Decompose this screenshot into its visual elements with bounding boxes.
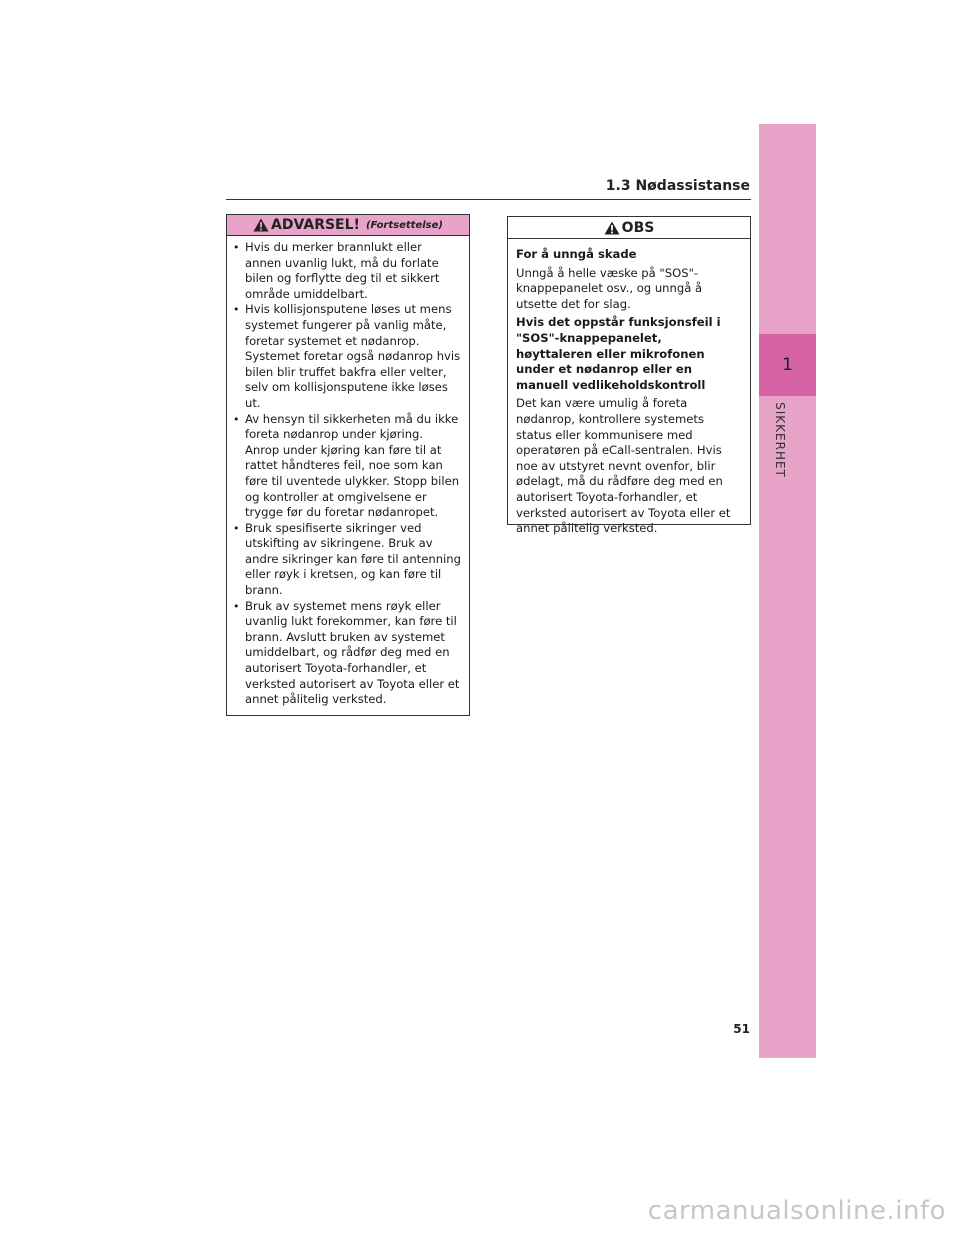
warning-item: • Bruk spesifiserte sikringer ved utskifting av sikringene. Bruk av andre sikringer kan føre til antenning eller røyk i kretsen, og kan føre til brann. (231, 521, 461, 599)
warning-item: • Hvis du merker brannlukt eller annen uvanlig lukt, må du forlate bilen og forflytte deg til et sikkert område umiddelbart. (231, 240, 461, 302)
warning-subtitle: (Fortsettelse) (365, 219, 443, 231)
notice-paragraph: Det kan være umulig å foreta nødanrop, kontrollere systemets status eller kommunisere med operatøren på eCall-sentralen. Hvis noe av utstyret nevnt ovenfor, blir ødelagt, må du rådføre deg med en autorisert Toyota-forhandler, et verksted autorisert av Toyota eller et annet pålitelig verksted. (516, 396, 731, 536)
chapter-number-box (759, 334, 816, 396)
warning-box (226, 214, 470, 716)
warning-triangle-icon (253, 218, 269, 232)
warning-list (231, 240, 461, 708)
warning-body (227, 236, 469, 708)
warning-item: • Hvis kollisjonsputene løses ut mens systemet fungerer på vanlig måte, foretar systemet et nødanrop. Systemet foretar også nødanrop hvis bilen blir truffet bakfra eller velter, selv om kollisjonsputene ikke løses ut. (231, 302, 461, 411)
chapter-number: 1 (782, 355, 793, 375)
notice-title: OBS (621, 219, 655, 236)
notice-heading: Hvis det oppstår funksjonsfeil i "SOS"-knappepanelet, høyttaleren eller mikrofonen under et nødanrop eller en manuell vedlikeholdskontroll (516, 315, 721, 392)
chapter-label: SIKKERHET (773, 402, 787, 478)
watermark: carmanualsonline.info (647, 1196, 946, 1226)
warning-item: • Bruk av systemet mens røyk eller uvanlig lukt forekommer, kan føre til brann. Avslutt bruken av systemet umiddelbart, og rådfør deg med en autorisert Toyota-forhandler, et verksted autorisert av Toyota eller et annet pålitelig verksted. (231, 599, 461, 708)
notice-triangle-icon (604, 221, 620, 235)
section-divider (226, 199, 751, 200)
warning-item: • Av hensyn til sikkerheten må du ikke foreta nødanrop under kjøring. Anrop under kjøring kan føre til at rattet håndteres feil, noe som kan føre til uventede ulykker. Stopp bilen og kontroller at omgivelsene er trygge før du foretar nødanropet. (231, 412, 461, 521)
notice-box (507, 216, 751, 536)
warning-header (227, 215, 469, 236)
notice-heading: For å unngå skade (516, 247, 637, 261)
warning-title: ADVARSEL! (271, 217, 360, 233)
section-title: 1.3 Nødassistanse (605, 178, 750, 194)
notice-body (508, 239, 750, 537)
page-number: 51 (733, 1022, 750, 1036)
notice-paragraph: Unngå å helle væske på "SOS"-knappepanelet osv., og unngå å utsette det for slag. (516, 265, 703, 311)
notice-header (508, 217, 750, 239)
side-tab (759, 124, 816, 1058)
